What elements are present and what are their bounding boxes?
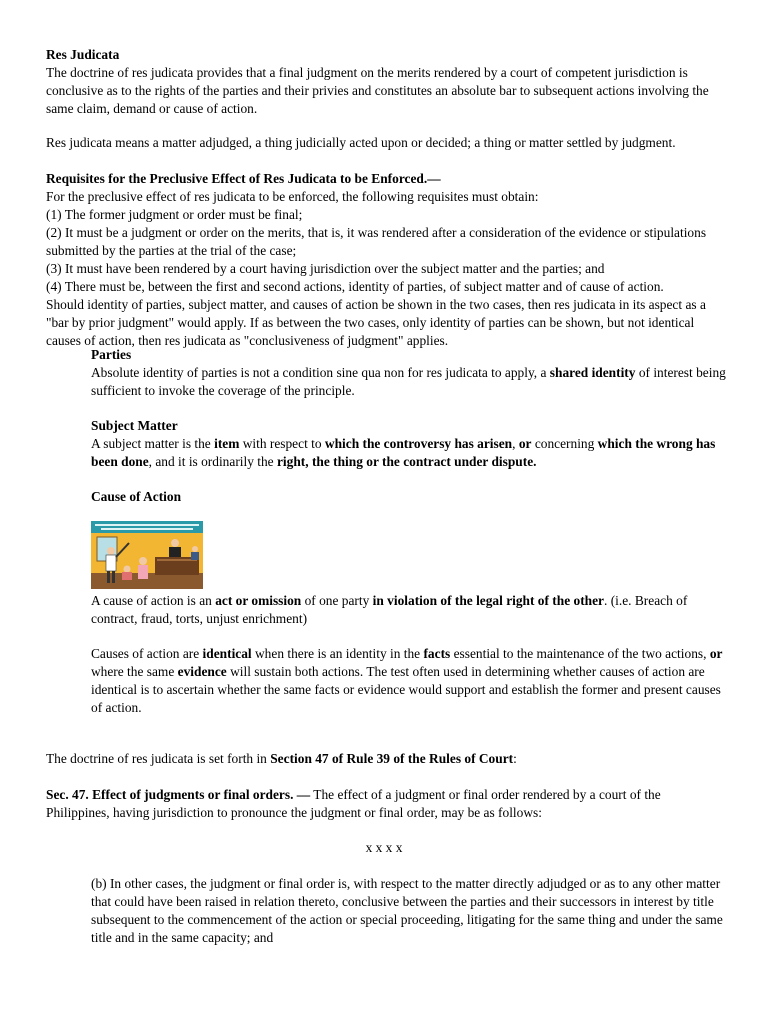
cause-of-action-definition: A cause of action is an act or omission of one party in violation of the legal right of the other. (i.e. Breach of contract, fraud, torts, unjust enrichment) (91, 593, 688, 626)
requisite-item: (2) It must be a judgment or order on the merits, that is, it was rendered after a consideration of the evidence or stipulations submitted by the parties at the trial of the case; (46, 225, 707, 258)
heading-res-judicata: Res Judicata (46, 47, 120, 62)
requisite-item: (3) It must have been rendered by a court having jurisdiction over the subject matter and the parties; and (46, 261, 605, 276)
parties-text: Absolute identity of parties is not a condition sine qua non for res judicata to apply, a shared identity of interest being sufficient to invoke the coverage of the principle. (91, 365, 726, 398)
cause-of-action-heading: Cause of Action (91, 489, 182, 504)
requisites-conclusion: Should identity of parties, subject matter, and causes of action be shown in the two cases, then res judicata in its aspect as a "bar by prior judgment" would apply. If as between the two cases, only identity of parties can be shown, but not identical causes of action, then res judicata as "conclusiveness of judgment" applies. (46, 297, 706, 348)
subject-matter-heading: Subject Matter (91, 418, 178, 433)
requisite-item: (4) There must be, between the first and second actions, identity of parties, of subject matter and of cause of action. (46, 279, 664, 294)
courtroom-illustration-icon (91, 521, 203, 589)
ellipsis-marker: x x x x (365, 840, 403, 855)
sec47-b-paragraph: (b) In other cases, the judgment or final order is, with respect to the matter directly adjudged or as to any other matter that could have been raised in relation thereto, conclusive between the parties and their successors in interest by title subsequent to the commencement of the action or special proceeding, litigating for the same thing and under the same title and in the same capacity; and (91, 876, 723, 945)
subject-matter-section (91, 417, 726, 471)
parties-section (91, 346, 726, 400)
requisites-section (46, 170, 726, 350)
requisites-lead: For the preclusive effect of res judicata to be enforced, the following requisites must obtain: (46, 189, 539, 204)
identical-causes-paragraph: Causes of action are identical when there is an identity in the facts essential to the maintenance of the two actions, or where the same evidence will sustain both actions. The test often used in determining whether causes of action are identical is to ascertain whether the same facts or evidence would support and establish the former and present causes of action. (91, 646, 723, 715)
courtroom-illustration (91, 521, 203, 589)
rule-reference-paragraph: The doctrine of res judicata is set forth in Section 47 of Rule 39 of the Rules of Court: (46, 751, 517, 766)
requisites-heading: Requisites for the Preclusive Effect of Res Judicata to be Enforced.— (46, 171, 441, 186)
subject-matter-text: A subject matter is the item with respect to which the controversy has arisen, or concerning which the wrong has been done, and it is ordinarily the right, the thing or the contract under dispute. (91, 436, 716, 469)
meaning-paragraph: Res judicata means a matter adjudged, a thing judicially acted upon or decided; a thing or matter settled by judgment. (46, 135, 676, 150)
intro-paragraph: The doctrine of res judicata provides that a final judgment on the merits rendered by a court of competent jurisdiction is conclusive as to the rights of the parties and their privies and constitutes an absolute bar to subsequent actions involving the same claim, demand or cause of action. (46, 65, 709, 116)
sec47-paragraph: Sec. 47. Effect of judgments or final orders. — The effect of a judgment or final order rendered by a court of the Philippines, having jurisdiction to pronounce the judgment or final order, may be as follows: (46, 787, 661, 820)
requisite-item: (1) The former judgment or order must be final; (46, 207, 303, 222)
parties-heading: Parties (91, 347, 132, 362)
